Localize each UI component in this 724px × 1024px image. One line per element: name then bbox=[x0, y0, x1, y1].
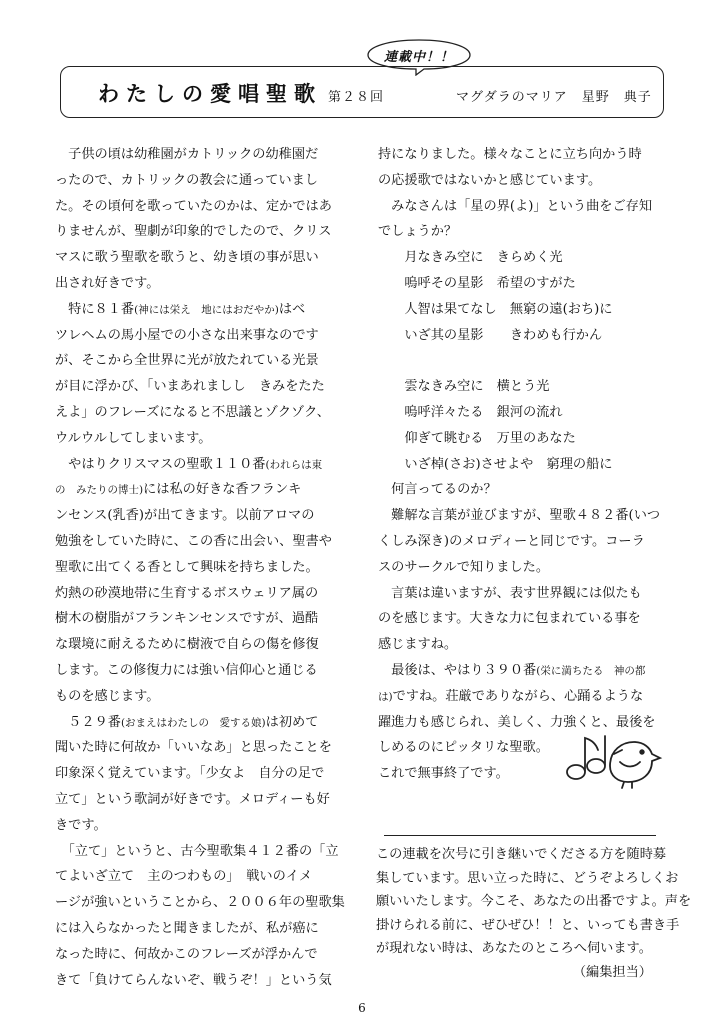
text-line bbox=[378, 658, 674, 684]
text-segment: ですね。荘厳でありながら、心踊るような bbox=[392, 688, 644, 704]
text-segment: きです。 bbox=[55, 817, 107, 833]
text-line bbox=[378, 503, 674, 529]
text-segment: 難解な言葉が並びますが、聖歌４８２番(いつ bbox=[378, 508, 661, 524]
text-segment: 特に８１番 bbox=[55, 301, 135, 317]
text-line bbox=[55, 890, 355, 916]
notice-line: 掛けられる前に、ぜひぜひ！！と、いっても書き手 bbox=[376, 917, 680, 933]
text-segment: 月なきみ空に きらめく光 bbox=[378, 250, 563, 266]
text-segment: 印象深く覚えています。「少女よ 自分の足で bbox=[55, 766, 325, 782]
text-line bbox=[55, 374, 355, 400]
text-segment: 躍進力も感じられ、美しく、力強くと、最後を bbox=[378, 714, 656, 730]
text-line bbox=[378, 297, 674, 323]
text-line bbox=[55, 864, 355, 890]
text-line bbox=[378, 477, 674, 503]
text-segment: くしみ深き)のメロディーと同じです。コーラ bbox=[378, 533, 645, 549]
text-line bbox=[378, 374, 674, 400]
text-line bbox=[55, 271, 355, 297]
notice-block bbox=[376, 843, 692, 984]
right-text-column bbox=[378, 142, 674, 787]
text-segment: みなさんは「星の界(よ)」という曲をご存知 bbox=[378, 198, 653, 214]
music-note-bird-icon bbox=[564, 728, 668, 790]
text-segment: た。その頃何を歌っていたのかは、定かではあ bbox=[55, 198, 332, 214]
text-line bbox=[55, 606, 355, 632]
text-segment: には私の好きな香フランキ bbox=[143, 482, 302, 498]
hymn-subtitle: は) bbox=[378, 690, 393, 703]
text-line bbox=[55, 684, 355, 710]
text-line bbox=[55, 142, 355, 168]
text-segment: 嗚呼その星影 希望のすがた bbox=[378, 275, 576, 291]
text-line bbox=[55, 452, 355, 478]
text-line bbox=[55, 942, 355, 968]
text-line bbox=[378, 632, 674, 658]
text-segment: 嗚呼洋々たる 銀河の流れ bbox=[378, 404, 563, 420]
text-line bbox=[55, 632, 355, 658]
text-line bbox=[378, 271, 674, 297]
text-line bbox=[55, 297, 355, 323]
hymn-subtitle: の みたりの博士) bbox=[55, 484, 144, 497]
text-segment: の応援歌ではないかと感じています。 bbox=[378, 172, 602, 188]
editor-credit: （編集担当） bbox=[572, 964, 652, 980]
text-segment: 人智は果てなし 無窮の遠(おち)に bbox=[378, 301, 613, 317]
notice-line: 願いいたします。今こそ、あなたの出番ですよ。声を bbox=[376, 894, 692, 909]
text-segment: 勉強をしていた時に、この香に出会い、聖書や bbox=[55, 533, 332, 549]
text-line bbox=[55, 658, 355, 684]
text-line bbox=[55, 710, 355, 736]
text-segment: スのサークルで知りました。 bbox=[378, 559, 550, 575]
text-segment: 「立て」というと、古今聖歌集４１２番の「立 bbox=[55, 843, 339, 859]
text-segment: 聞いた時に何故か「いいなあ」と思ったことを bbox=[55, 740, 332, 756]
text-line bbox=[55, 839, 355, 865]
text-line bbox=[55, 555, 355, 581]
notice-line: 集しています。思い立った時に、どうぞよろしくお bbox=[376, 870, 679, 886]
text-line bbox=[55, 916, 355, 942]
text-line bbox=[55, 503, 355, 529]
text-segment: ージが強いということから、２００６年の聖歌集 bbox=[55, 895, 345, 911]
text-segment: のを感じます。大きな力に包まれている事を bbox=[378, 611, 641, 627]
text-segment: ツレヘムの馬小屋での小さな出来事なのです bbox=[55, 327, 319, 343]
text-segment: します。この修復力には強い信仰心と通じる bbox=[55, 662, 318, 678]
text-line bbox=[378, 581, 674, 607]
text-segment: でしょうか？ bbox=[378, 224, 458, 240]
text-segment: 雲なきみ空に 横とう光 bbox=[378, 379, 550, 395]
text-segment: しめるのにピッタリな聖歌。 bbox=[378, 740, 549, 756]
text-line bbox=[378, 323, 674, 349]
text-line bbox=[378, 426, 674, 452]
text-segment: 灼熱の砂漠地帯に生育するボスウェリア属の bbox=[55, 585, 319, 601]
issue-number: 第２８回 bbox=[328, 90, 385, 105]
text-line bbox=[378, 168, 674, 194]
text-segment: な環境に耐えるために樹液で自らの傷を修復 bbox=[55, 637, 319, 653]
text-segment: ５２９番 bbox=[55, 714, 121, 730]
text-segment: 立て」という歌詞が好きです。メロディーも好 bbox=[55, 791, 330, 807]
text-line bbox=[378, 606, 674, 632]
text-segment: いざ棹(さお)させよや 窮理の船に bbox=[378, 456, 613, 472]
serial-badge: 連載中！！ bbox=[383, 50, 454, 65]
text-segment: 聖歌に出てくる香として興味を持ちました。 bbox=[55, 559, 319, 575]
text-line bbox=[55, 735, 355, 761]
text-segment: は初めて bbox=[265, 714, 319, 730]
text-segment: 最後は、やはり３９０番 bbox=[378, 662, 537, 678]
text-segment: ウルウルしてしまいます。 bbox=[55, 430, 212, 446]
text-segment: 持になりました。様々なことに立ち向かう時 bbox=[378, 147, 642, 162]
series-title: わたしの愛唱聖歌 bbox=[98, 82, 322, 106]
text-segment: 感じますね。 bbox=[378, 637, 458, 653]
text-line bbox=[378, 684, 674, 710]
text-segment: 子供の頃は幼稚園がカトリックの幼稚園だ bbox=[55, 147, 319, 162]
text-line bbox=[378, 245, 674, 271]
text-line bbox=[378, 348, 674, 374]
text-line bbox=[55, 477, 355, 503]
text-segment: なった時に、何故かこのフレーズが浮かんで bbox=[55, 946, 318, 962]
text-line bbox=[55, 194, 355, 220]
notice-line: この連載を次号に引き継いでくださる方を随時募 bbox=[376, 847, 667, 862]
text-segment: はベ bbox=[278, 301, 306, 317]
text-line bbox=[55, 813, 355, 839]
text-line bbox=[378, 529, 674, 555]
left-text-column bbox=[55, 142, 355, 993]
page-number: 6 bbox=[358, 1001, 366, 1015]
text-line bbox=[55, 529, 355, 555]
text-line bbox=[378, 555, 674, 581]
hymn-subtitle: (神には栄え 地にはおだやか) bbox=[134, 303, 279, 316]
notice-divider bbox=[384, 835, 656, 836]
text-line bbox=[55, 219, 355, 245]
hymn-subtitle: (われらは東 bbox=[265, 458, 323, 471]
text-segment: マスに歌う聖歌を歌うと、幼き頃の事が思い bbox=[55, 250, 319, 266]
text-line bbox=[55, 348, 355, 374]
text-segment: 出され好きです。 bbox=[55, 275, 160, 291]
text-segment: 何言ってるのか？ bbox=[378, 482, 497, 498]
text-line bbox=[378, 194, 674, 220]
text-line bbox=[55, 761, 355, 787]
text-segment: 言葉は違いますが、表す世界観には似たも bbox=[378, 585, 642, 601]
text-segment: ンセンス(乳香)が出てきます。以前アロマの bbox=[55, 508, 315, 524]
notice-line: が現れない時は、あなたのところへ伺います。 bbox=[376, 941, 652, 956]
text-segment: ったので、カトリックの教会に通っていまし bbox=[55, 172, 318, 188]
text-segment: には入らなかったと聞きましたが、私が癌に bbox=[55, 920, 319, 936]
text-segment: が、そこから全世界に光が放たれている光景 bbox=[55, 353, 319, 369]
text-segment: ものを感じます。 bbox=[55, 688, 160, 704]
text-line bbox=[55, 581, 355, 607]
text-line bbox=[55, 426, 355, 452]
hymn-subtitle: (栄に満ちたる 神の都 bbox=[536, 664, 646, 677]
text-segment: きて「負けてらんないぞ、戦うぞ！」という気 bbox=[55, 972, 332, 988]
text-segment: 樹木の樹脂がフランキンセンスですが、過酷 bbox=[55, 611, 319, 627]
text-line bbox=[55, 168, 355, 194]
text-line bbox=[55, 968, 355, 994]
text-segment: えよ」のフレーズになると不思議とゾクゾク、 bbox=[55, 404, 330, 420]
text-line bbox=[378, 400, 674, 426]
text-line bbox=[378, 219, 674, 245]
text-line bbox=[378, 142, 674, 168]
text-segment: 仰ぎて眺むる 万里のあなた bbox=[378, 430, 576, 446]
text-segment: これで無事終了です。 bbox=[378, 766, 509, 782]
text-segment: りませんが、聖劇が印象的でしたので、クリス bbox=[55, 224, 332, 240]
text-segment: やはりクリスマスの聖歌１１０番 bbox=[55, 456, 266, 472]
author-name: マグダラのマリア 星野 典子 bbox=[456, 90, 652, 105]
text-line bbox=[55, 787, 355, 813]
text-line bbox=[55, 245, 355, 271]
text-line bbox=[55, 400, 355, 426]
text-segment: いざ其の星影 きわめも行かん bbox=[378, 327, 603, 343]
text-segment: てよいざ立て 主のつわもの」 戦いのイメ bbox=[55, 869, 313, 885]
text-line bbox=[378, 452, 674, 478]
text-line bbox=[55, 323, 355, 349]
text-segment: が目に浮かび、「いまあれましし きみをたた bbox=[55, 379, 325, 395]
hymn-subtitle: (おまえはわたしの 愛する娘) bbox=[120, 716, 266, 729]
